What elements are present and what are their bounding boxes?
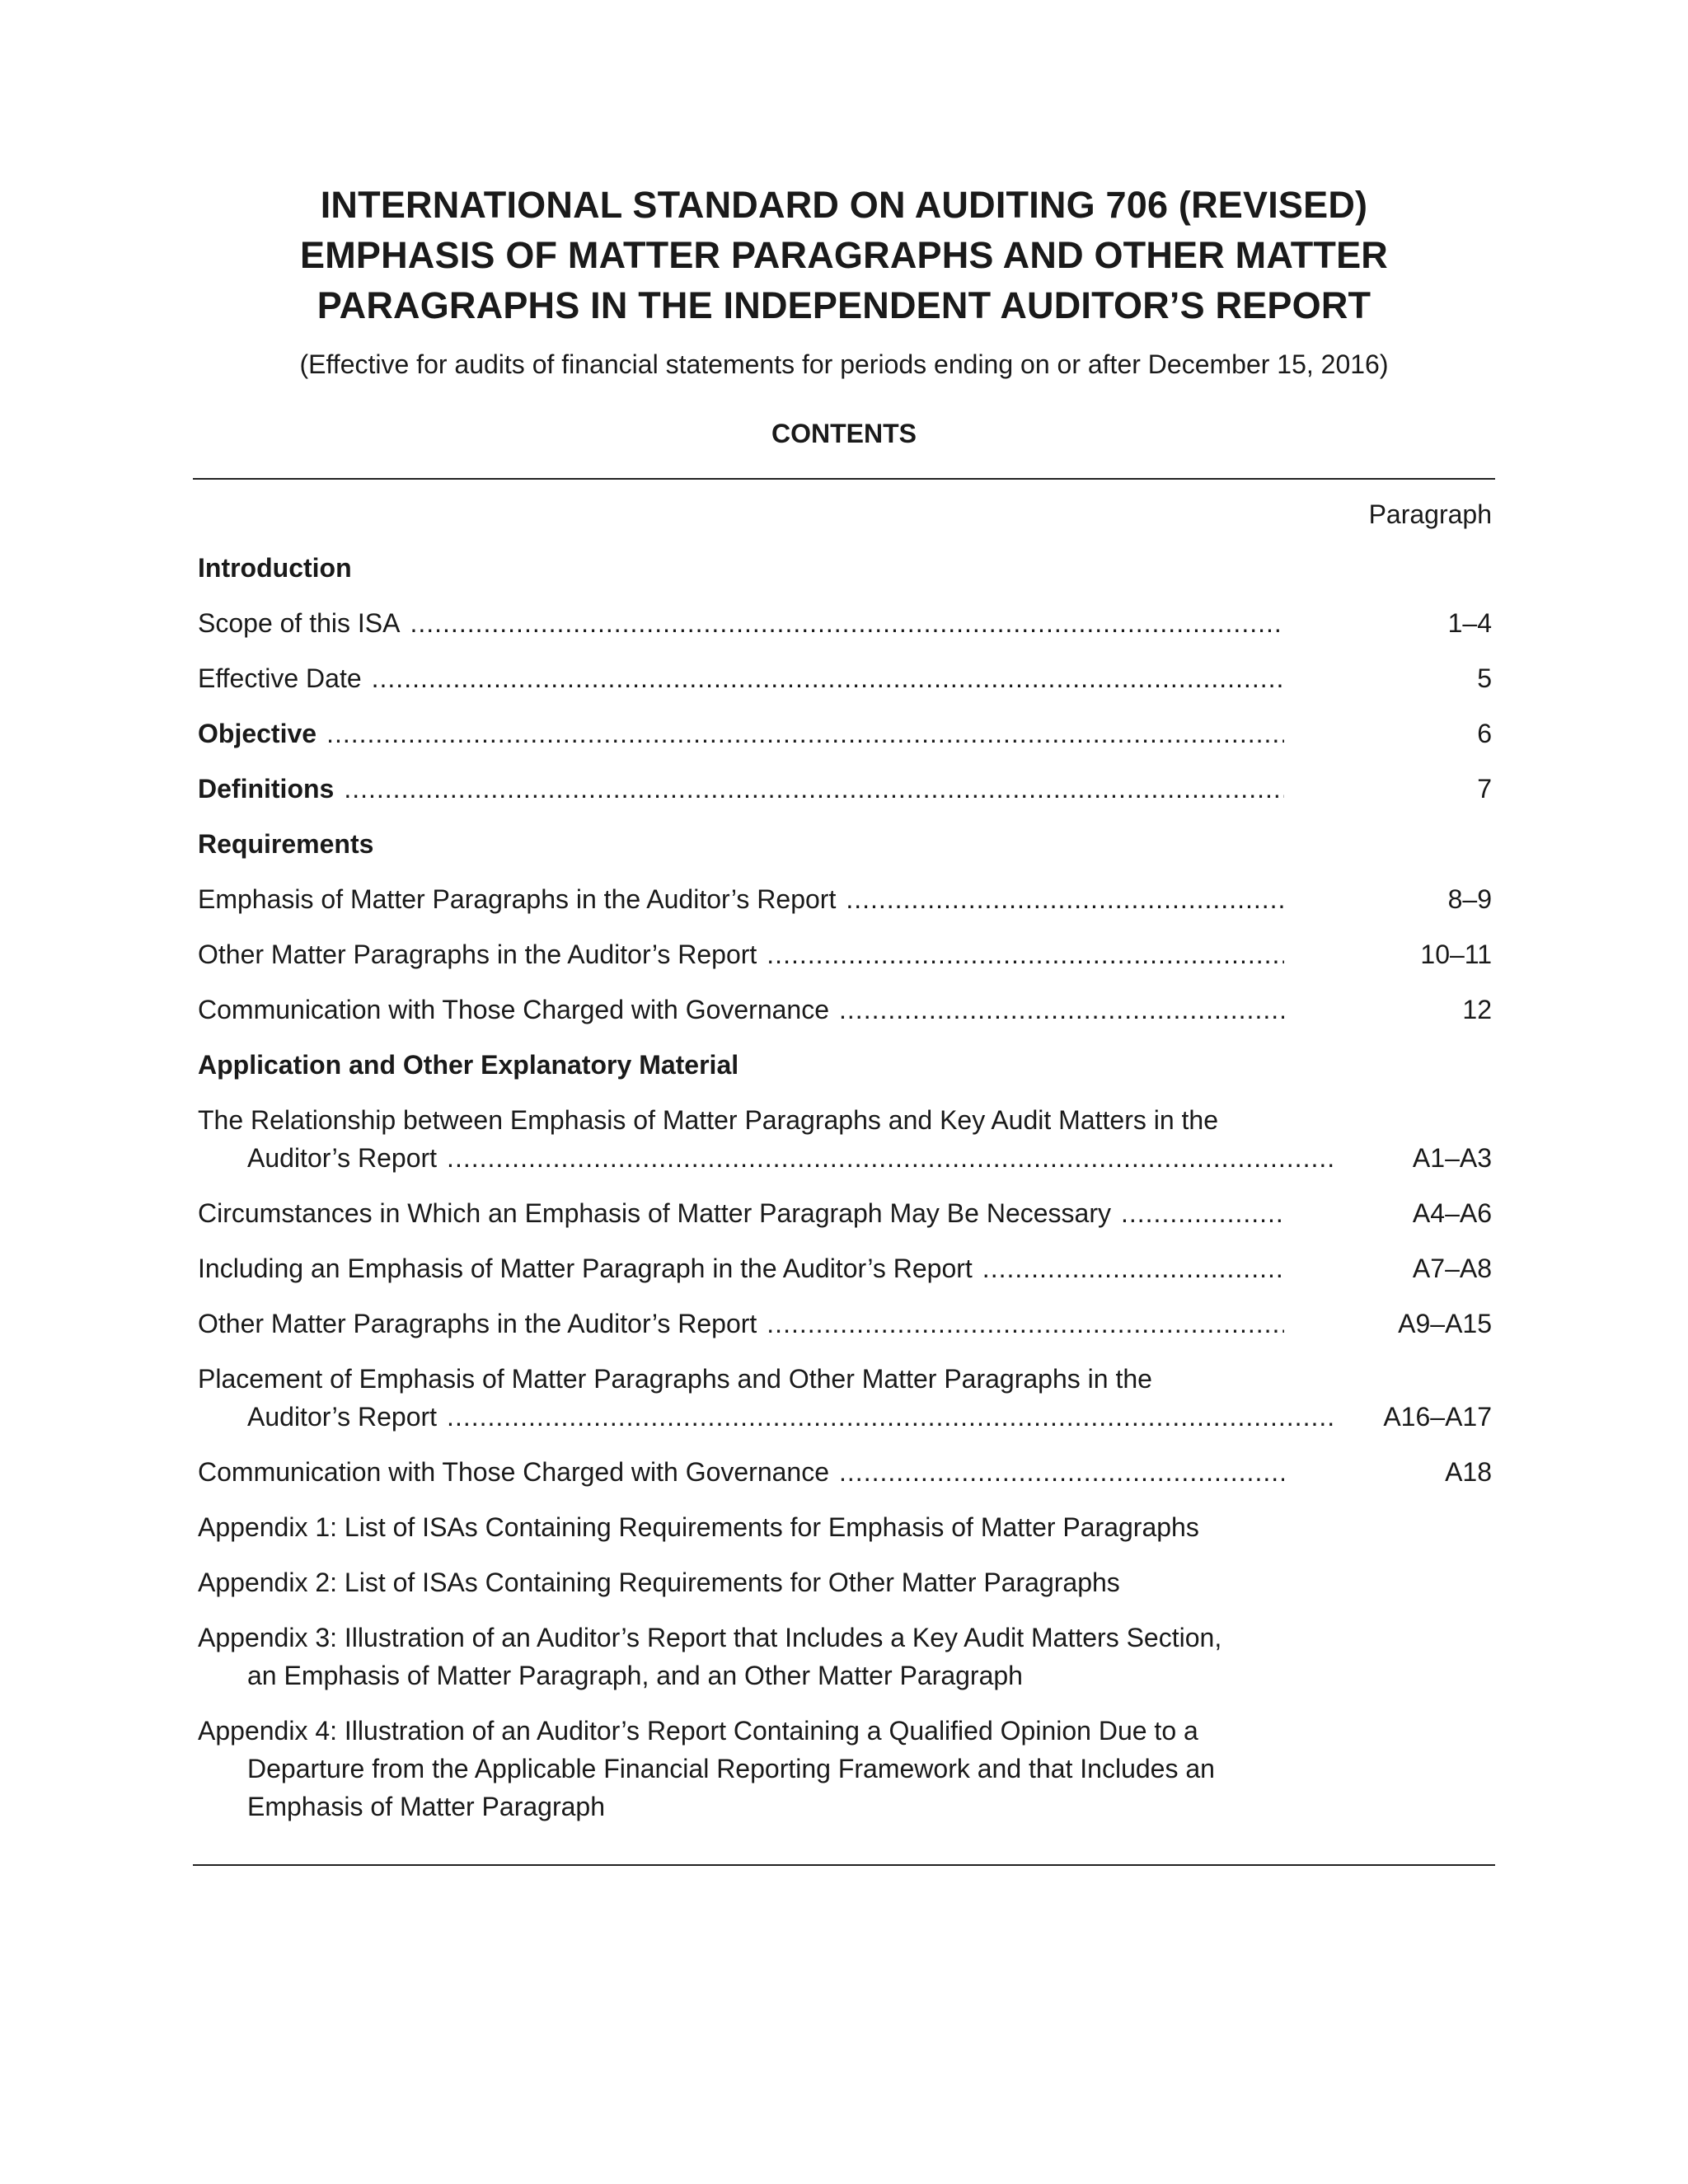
contents-heading: CONTENTS <box>771 419 917 448</box>
toc-entry-paragraph: 1–4 <box>1447 608 1492 638</box>
document-title <box>0 180 1688 330</box>
toc-entry <box>198 1360 1492 1436</box>
toc-entry <box>198 1453 1492 1491</box>
toc-entry-paragraph: 10–11 <box>1420 940 1492 969</box>
dot-leader <box>410 604 1284 642</box>
appendix-label-continued: an Emphasis of Matter Paragraph, and an Other Matter Paragraph <box>247 1661 1023 1690</box>
toc-entry-paragraph: A18 <box>1445 1457 1492 1487</box>
appendix-label: Appendix 1: List of ISAs Containing Requirements for Emphasis of Matter Paragraphs <box>198 1512 1199 1542</box>
toc-entry-label: The Relationship between Emphasis of Matter Paragraphs and Key Audit Matters in the <box>198 1105 1219 1135</box>
appendix-label-continued: Departure from the Applicable Financial Reporting Framework and that Includes an <box>247 1754 1215 1783</box>
toc-entry-paragraph: 6 <box>1477 719 1492 748</box>
dot-leader <box>447 1398 1334 1436</box>
title-line-3: PARAGRAPHS IN THE INDEPENDENT AUDITOR’S REPORT <box>316 284 1372 326</box>
dot-leader <box>326 715 1284 752</box>
toc-entry <box>198 935 1492 973</box>
toc-entry-label: Effective Date <box>198 663 362 693</box>
toc-entry-paragraph: A4–A6 <box>1412 1198 1492 1228</box>
appendix-entry <box>198 1712 1492 1825</box>
title-line-2: EMPHASIS OF MATTER PARAGRAPHS AND OTHER MATTER <box>299 234 1389 276</box>
appendix-entry <box>198 1508 1492 1546</box>
toc-entry <box>198 991 1492 1029</box>
toc-entry <box>198 1249 1492 1287</box>
toc-entry <box>198 1305 1492 1343</box>
toc-entry <box>198 659 1492 697</box>
appendix-label: Appendix 3: Illustration of an Auditor’s Report that Includes a Key Audit Matters Section, <box>198 1623 1222 1652</box>
dot-leader <box>372 659 1284 697</box>
toc-entry-label: Definitions <box>198 774 335 804</box>
toc-entry-label: Other Matter Paragraphs in the Auditor’s Report <box>198 1309 757 1338</box>
toc-entry-label-continued: Auditor’s Report <box>247 1402 438 1432</box>
toc-entry-label: Other Matter Paragraphs in the Auditor’s Report <box>198 940 757 969</box>
dot-leader <box>982 1249 1284 1287</box>
toc-entry-paragraph: 8–9 <box>1447 884 1492 914</box>
toc-entry-paragraph: 7 <box>1477 774 1492 804</box>
appendix-label: Appendix 4: Illustration of an Auditor’s Report Containing a Qualified Opinion Due to a <box>198 1716 1198 1746</box>
section-application: Application and Other Explanatory Material <box>198 1050 739 1080</box>
toc-entry-paragraph: A9–A15 <box>1398 1309 1492 1338</box>
toc-entry-paragraph: A7–A8 <box>1412 1254 1492 1283</box>
dot-leader <box>846 880 1284 918</box>
toc-entry-label: Including an Emphasis of Matter Paragraph in the Auditor’s Report <box>198 1254 973 1283</box>
effective-date-note: (Effective for audits of financial statements for periods ending on or after December 15, 2016) <box>299 349 1389 379</box>
toc-entry <box>198 1194 1492 1232</box>
toc-entry-label: Communication with Those Charged with Governance <box>198 995 830 1024</box>
top-divider <box>193 478 1495 480</box>
toc-entry-label: Objective <box>198 719 317 748</box>
toc-entry <box>198 715 1492 752</box>
bottom-divider <box>193 1864 1495 1866</box>
toc-entry-paragraph: A16–A17 <box>1383 1402 1492 1432</box>
dot-leader <box>767 935 1284 973</box>
dot-leader <box>344 770 1284 808</box>
appendix-entry <box>198 1563 1492 1601</box>
toc-entry <box>198 770 1492 808</box>
toc-entry <box>198 1101 1492 1177</box>
dot-leader <box>839 991 1284 1029</box>
toc-entry <box>198 880 1492 918</box>
appendix-label-continued: Emphasis of Matter Paragraph <box>247 1792 605 1821</box>
appendix-label: Appendix 2: List of ISAs Containing Requirements for Other Matter Paragraphs <box>198 1568 1120 1597</box>
paragraph-column-header: Paragraph <box>1368 499 1492 529</box>
toc-entry-label: Scope of this ISA <box>198 608 401 638</box>
toc-entry-label: Emphasis of Matter Paragraphs in the Auditor’s Report <box>198 884 837 914</box>
toc-entry-paragraph: A1–A3 <box>1412 1143 1492 1173</box>
appendix-entry <box>198 1619 1492 1694</box>
dot-leader <box>1121 1194 1284 1232</box>
dot-leader <box>839 1453 1284 1491</box>
title-line-1: INTERNATIONAL STANDARD ON AUDITING 706 (REVISED) <box>320 184 1368 226</box>
toc-entry <box>198 604 1492 642</box>
section-introduction: Introduction <box>198 553 352 583</box>
toc-entry-paragraph: 12 <box>1462 995 1492 1024</box>
toc-entry-label: Circumstances in Which an Emphasis of Matter Paragraph May Be Necessary <box>198 1198 1111 1228</box>
toc-entry-paragraph: 5 <box>1477 663 1492 693</box>
toc-entry-label: Communication with Those Charged with Governance <box>198 1457 830 1487</box>
toc-entry-label: Placement of Emphasis of Matter Paragraphs and Other Matter Paragraphs in the <box>198 1364 1152 1394</box>
section-requirements: Requirements <box>198 829 374 859</box>
toc-entry-label-continued: Auditor’s Report <box>247 1143 438 1173</box>
dot-leader <box>447 1139 1334 1177</box>
dot-leader <box>767 1305 1284 1343</box>
